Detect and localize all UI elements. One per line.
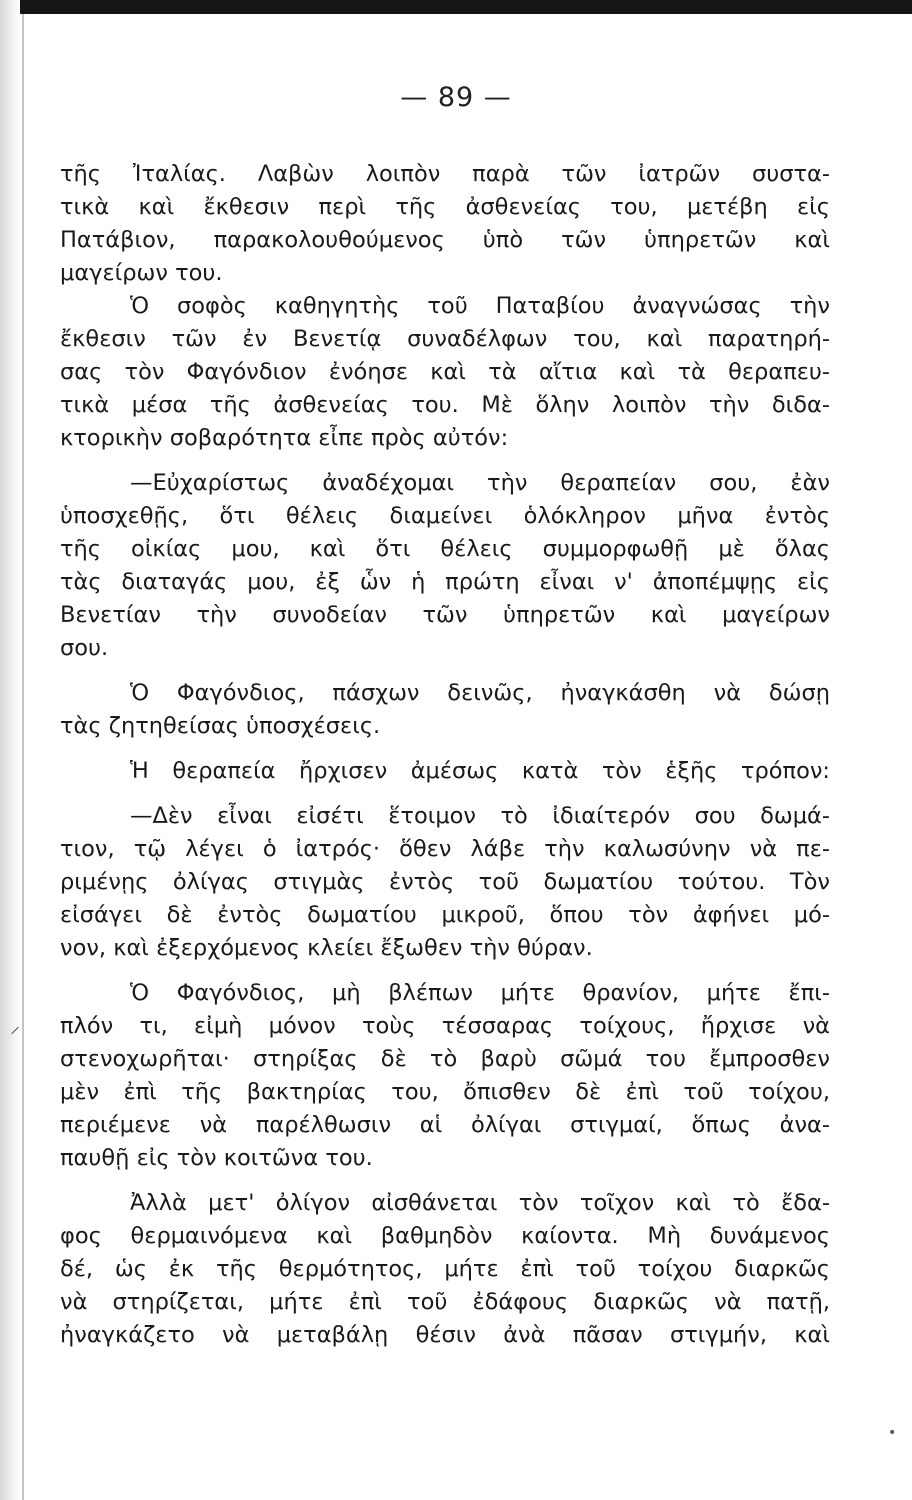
text-line: περιέμενε νὰ παρέλθωσιν αἱ ὀλίγαι στιγμαί, ὅπως ἀνα- bbox=[60, 1112, 830, 1138]
text-line: τῆς οἰκίας μου, καὶ ὅτι θέλεις συμμορφωθῇ μὲ ὅλας bbox=[60, 536, 830, 562]
body-text bbox=[60, 158, 830, 1352]
page-edge-line bbox=[22, 14, 24, 1500]
text-line: στενοχωρῆται· στηρίξας δὲ τὸ βαρὺ σῶμά του ἔμπροσθεν bbox=[60, 1046, 830, 1072]
text-line: κτορικὴν σοβαρότητα εἶπε πρὸς αὐτόν: bbox=[60, 425, 509, 451]
text-line: ριμένῃς ὀλίγας στιγμὰς ἐντὸς τοῦ δωματίου τούτου. Τὸν bbox=[60, 869, 830, 895]
text-line: τὰς διαταγάς μου, ἐξ ὧν ἡ πρώτη εἶναι ν' ἀποπέμψῃς εἰς bbox=[60, 569, 830, 595]
text-line: τῆς Ἰταλίας. Λαβὼν λοιπὸν παρὰ τῶν ἰατρῶν συστα- bbox=[60, 161, 830, 187]
text-line: —Εὐχαρίστως ἀναδέχομαι τὴν θεραπείαν σου, ἐὰν bbox=[130, 470, 830, 496]
text-line: Ὁ Φαγόνδιος, μὴ βλέπων μήτε θρανίον, μήτε ἔπι- bbox=[130, 980, 830, 1006]
text-line: Βενετίαν τὴν συνοδείαν τῶν ὑπηρετῶν καὶ μαγείρων bbox=[60, 602, 830, 628]
text-line: Πατάβιον, παρακολουθούμενος ὑπὸ τῶν ὑπηρετῶν καὶ bbox=[60, 227, 830, 253]
text-line: τιον, τῷ λέγει ὁ ἰατρός· ὅθεν λάβε τὴν καλωσύνην νὰ πε- bbox=[60, 836, 830, 862]
text-line: σας τὸν Φαγόνδιον ἐνόησε καὶ τὰ αἴτια καὶ τὰ θεραπευ- bbox=[60, 359, 830, 385]
text-line: ὑποσχεθῇς, ὅτι θέλεις διαμείνει ὁλόκληρον μῆνα ἐντὸς bbox=[60, 503, 830, 529]
page-number: — 89 — bbox=[400, 82, 512, 113]
margin-mark: ⸍ bbox=[10, 1022, 20, 1046]
text-line: μὲν ἐπὶ τῆς βακτηρίας του, ὄπισθεν δὲ ἐπὶ τοῦ τοίχου, bbox=[60, 1079, 830, 1105]
margin-mark: • bbox=[888, 1425, 897, 1441]
text-line: Ὁ Φαγόνδιος, πάσχων δεινῶς, ἠναγκάσθη νὰ δώσῃ bbox=[130, 680, 830, 706]
text-line: τικὰ μέσα τῆς ἀσθενείας του. Μὲ ὅλην λοιπὸν τὴν διδα- bbox=[60, 392, 830, 418]
text-line: σου. bbox=[60, 635, 109, 661]
text-line: νον, καὶ ἐξερχόμενος κλείει ἔξωθεν τὴν θύραν. bbox=[60, 935, 593, 961]
text-line: τὰς ζητηθείσας ὑποσχέσεις. bbox=[60, 713, 381, 739]
text-line: Ὁ σοφὸς καθηγητὴς τοῦ Παταβίου ἀναγνώσας τὴν bbox=[130, 293, 830, 319]
text-line: Ἀλλὰ μετ' ὀλίγον αἰσθάνεται τὸν τοῖχον καὶ τὸ ἔδα- bbox=[130, 1190, 830, 1216]
text-line: πλόν τι, εἰμὴ μόνον τοὺς τέσσαρας τοίχους, ἤρχισε νὰ bbox=[60, 1013, 830, 1039]
text-line: ἠναγκάζετο νὰ μεταβάλῃ θέσιν ἀνὰ πᾶσαν στιγμήν, καὶ bbox=[60, 1322, 830, 1348]
scan-top-border bbox=[0, 0, 912, 14]
text-line: φος θερμαινόμενα καὶ βαθμηδὸν καίοντα. Μὴ δυνάμενος bbox=[60, 1223, 830, 1249]
text-line: παυθῇ εἰς τὸν κοιτῶνα του. bbox=[60, 1145, 373, 1171]
text-line: ἔκθεσιν τῶν ἐν Βενετίᾳ συναδέλφων του, καὶ παρατηρή- bbox=[60, 326, 830, 352]
text-line: δέ, ὡς ἐκ τῆς θερμότητος, μήτε ἐπὶ τοῦ τοίχου διαρκῶς bbox=[60, 1256, 830, 1282]
text-line: εἰσάγει δὲ ἐντὸς δωματίου μικροῦ, ὅπου τὸν ἀφήνει μό- bbox=[60, 902, 830, 928]
book-spine-shadow bbox=[0, 0, 20, 1500]
text-line: τικὰ καὶ ἔκθεσιν περὶ τῆς ἀσθενείας του, μετέβη εἰς bbox=[60, 194, 830, 220]
text-line: Ἡ θεραπεία ἤρχισεν ἀμέσως κατὰ τὸν ἑξῆς τρόπον: bbox=[130, 758, 830, 784]
text-line: —Δὲν εἶναι εἰσέτι ἕτοιμον τὸ ἰδιαίτερόν σου δωμά- bbox=[130, 803, 830, 829]
text-line: νὰ στηρίζεται, μήτε ἐπὶ τοῦ ἐδάφους διαρκῶς νὰ πατῇ, bbox=[60, 1289, 830, 1315]
text-line: μαγείρων του. bbox=[60, 260, 223, 286]
